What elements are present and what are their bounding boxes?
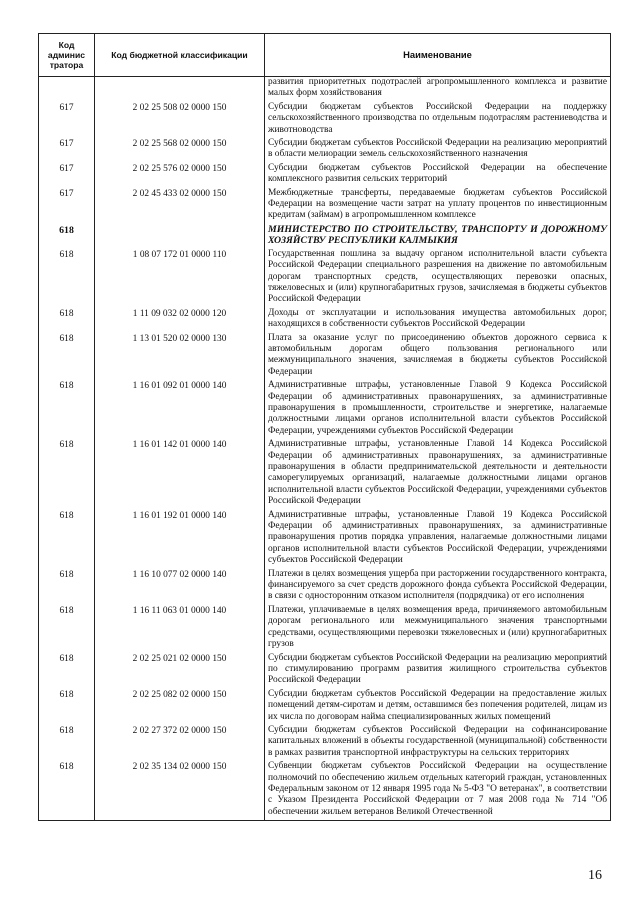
budget-code-cell: 1 16 01 092 01 0000 140 [95, 380, 265, 439]
table-row [39, 249, 611, 308]
name-cell: Межбюджетные трансферты, передаваемые бюджетам субъектов Российской Федерации на возмещение части затрат на уплату процентов по инвестиционным кредитам (займам) в агропромышленном комплексе [265, 188, 611, 224]
table-row [39, 77, 611, 102]
table-row [39, 689, 611, 725]
table-header-row [39, 34, 611, 77]
name-cell: Субсидии бюджетам субъектов Российской Федерации на предоставление жилых помещений детям-сиротам и детям, оставшимся без попечения родителей, лицам из их числа по договорам найма специализированных жилых помещений [265, 689, 611, 725]
name-cell: МИНИСТЕРСТВО ПО СТРОИТЕЛЬСТВУ, ТРАНСПОРТУ И ДОРОЖНОМУ ХОЗЯЙСТВУ РЕСПУБЛИКИ КАЛМЫКИЯ [265, 224, 611, 249]
table-row [39, 102, 611, 138]
budget-code-cell: 1 13 01 520 02 0000 130 [95, 333, 265, 381]
name-cell: Субсидии бюджетам субъектов Российской Федерации на реализацию мероприятий в области мелиорации земель сельскохозяйственного назначения [265, 138, 611, 163]
budget-code-cell: 1 16 01 142 01 0000 140 [95, 439, 265, 509]
table-row [39, 725, 611, 761]
budget-code-cell [95, 77, 265, 102]
header-name: Наименование [265, 34, 611, 77]
table-row [39, 138, 611, 163]
table-row [39, 510, 611, 569]
name-cell: Административные штрафы, установленные Главой 19 Кодекса Российской Федерации об административных правонарушениях, за административные правонарушения против порядка управления, налагаемые должностными лицами органов исполнительной власти субъектов Российской Федерации, учреждениями субъектов Российской Федерации [265, 510, 611, 569]
table-row [39, 653, 611, 689]
admin-code-cell [39, 77, 95, 102]
header-admin-code: Код админис тратора [39, 34, 95, 77]
name-cell: развития приоритетных подотраслей агропромышленного комплекса и развитие малых форм хозяйствования [265, 77, 611, 102]
budget-classification-table [38, 33, 611, 821]
budget-code-cell: 2 02 25 576 02 0000 150 [95, 163, 265, 188]
admin-code-cell: 618 [39, 308, 95, 333]
budget-code-cell: 2 02 25 021 02 0000 150 [95, 653, 265, 689]
budget-code-cell: 1 16 11 063 01 0000 140 [95, 605, 265, 653]
table-row [39, 308, 611, 333]
name-cell: Субсидии бюджетам субъектов Российской Федерации на поддержку сельскохозяйственного производства по отдельным подотраслям растениеводства и животноводства [265, 102, 611, 138]
admin-code-cell: 617 [39, 102, 95, 138]
name-cell: Государственная пошлина за выдачу органом исполнительной власти субъекта Российской Федерации специального разрешения на движение по автомобильным дорогам транспортных средств, осуществляющих перевозки опасных, тяжеловесных и (или) крупногабаритных грузов, зачисляемая в бюджеты субъектов Российской Федерации [265, 249, 611, 308]
ministry-heading-row [39, 224, 611, 249]
admin-code-cell: 618 [39, 653, 95, 689]
table-row [39, 761, 611, 821]
admin-code-cell: 617 [39, 188, 95, 224]
admin-code-cell: 618 [39, 439, 95, 509]
page-number: 16 [588, 868, 602, 883]
budget-code-cell: 2 02 25 082 02 0000 150 [95, 689, 265, 725]
header-budget-code: Код бюджетной классификации [95, 34, 265, 77]
name-cell: Платежи в целях возмещения ущерба при расторжении государственного контракта, финансируемого за счет средств дорожного фонда субъекта Российской Федерации, в связи с односторонним отказом исполнителя (подрядчика) от его исполнения [265, 569, 611, 605]
admin-code-cell: 618 [39, 689, 95, 725]
admin-code-cell: 618 [39, 761, 95, 821]
budget-code-cell: 1 11 09 032 02 0000 120 [95, 308, 265, 333]
table-row [39, 605, 611, 653]
admin-code-cell: 618 [39, 333, 95, 381]
budget-code-cell: 2 02 25 568 02 0000 150 [95, 138, 265, 163]
table-row [39, 380, 611, 439]
name-cell: Платежи, уплачиваемые в целях возмещения вреда, причиняемого автомобильным дорогам регионального или межмуниципального значения транспортными средствами, осуществляющими перевозки тяжеловесных и (или) крупногабаритных грузов [265, 605, 611, 653]
budget-code-cell: 2 02 25 508 02 0000 150 [95, 102, 265, 138]
admin-code-cell: 618 [39, 249, 95, 308]
admin-code-cell: 618 [39, 725, 95, 761]
table-row [39, 439, 611, 509]
name-cell: Субсидии бюджетам субъектов Российской Федерации на реализацию мероприятий по стимулированию программ развития жилищного строительства субъектов Российской Федерации [265, 653, 611, 689]
admin-code-cell: 618 [39, 605, 95, 653]
budget-code-cell: 1 16 10 077 02 0000 140 [95, 569, 265, 605]
budget-code-cell: 1 08 07 172 01 0000 110 [95, 249, 265, 308]
admin-code-cell: 618 [39, 224, 95, 249]
table-row [39, 188, 611, 224]
admin-code-cell: 618 [39, 510, 95, 569]
name-cell: Плата за оказание услуг по присоединению объектов дорожного сервиса к автомобильным дорогам общего пользования регионального или межмуниципального значения, зачисляемая в бюджеты субъектов Российской Федерации [265, 333, 611, 381]
name-cell: Субсидии бюджетам субъектов Российской Федерации на обеспечение комплексного развития сельских территорий [265, 163, 611, 188]
name-cell: Субсидии бюджетам субъектов Российской Федерации на софинансирование капитальных вложений в объекты государственной (муниципальной) собственности в рамках развития транспортной инфраструктуры на сельских территориях [265, 725, 611, 761]
name-cell: Административные штрафы, установленные Главой 14 Кодекса Российской Федерации об административных правонарушениях, за административные правонарушения в области предпринимательской деятельности и деятельности саморегулируемых организаций, налагаемые должностными лицами органов исполнительной власти субъектов Российской Федерации, учреждениями субъектов Российской Федерации [265, 439, 611, 509]
budget-code-cell: 2 02 27 372 02 0000 150 [95, 725, 265, 761]
name-cell: Субвенции бюджетам субъектов Российской Федерации на осуществление полномочий по обеспечению жильем отдельных категорий граждан, установленных Федеральным законом от 12 января 1995 года № 5-ФЗ "О ветеранах", в соответствии с Указом Президента Российской Федерации от 7 мая 2008 года № 714 "Об обеспечении жильем ветеранов Великой Отечественной [265, 761, 611, 821]
admin-code-cell: 617 [39, 138, 95, 163]
name-cell: Доходы от эксплуатации и использования имущества автомобильных дорог, находящихся в собственности субъектов Российской Федерации [265, 308, 611, 333]
table-row [39, 163, 611, 188]
name-cell: Административные штрафы, установленные Главой 9 Кодекса Российской Федерации об административных правонарушениях, за административные правонарушения в промышленности, строительстве и энергетике, налагаемые должностными лицами органов исполнительной власти субъектов Российской Федерации, учреждениями субъектов Российской Федерации [265, 380, 611, 439]
admin-code-cell: 618 [39, 569, 95, 605]
budget-classification-table-page [38, 33, 610, 821]
budget-code-cell: 2 02 45 433 02 0000 150 [95, 188, 265, 224]
table-row [39, 333, 611, 381]
budget-code-cell: 2 02 35 134 02 0000 150 [95, 761, 265, 821]
admin-code-cell: 617 [39, 163, 95, 188]
table-row [39, 569, 611, 605]
budget-code-cell: 1 16 01 192 01 0000 140 [95, 510, 265, 569]
budget-code-cell [95, 224, 265, 249]
admin-code-cell: 618 [39, 380, 95, 439]
